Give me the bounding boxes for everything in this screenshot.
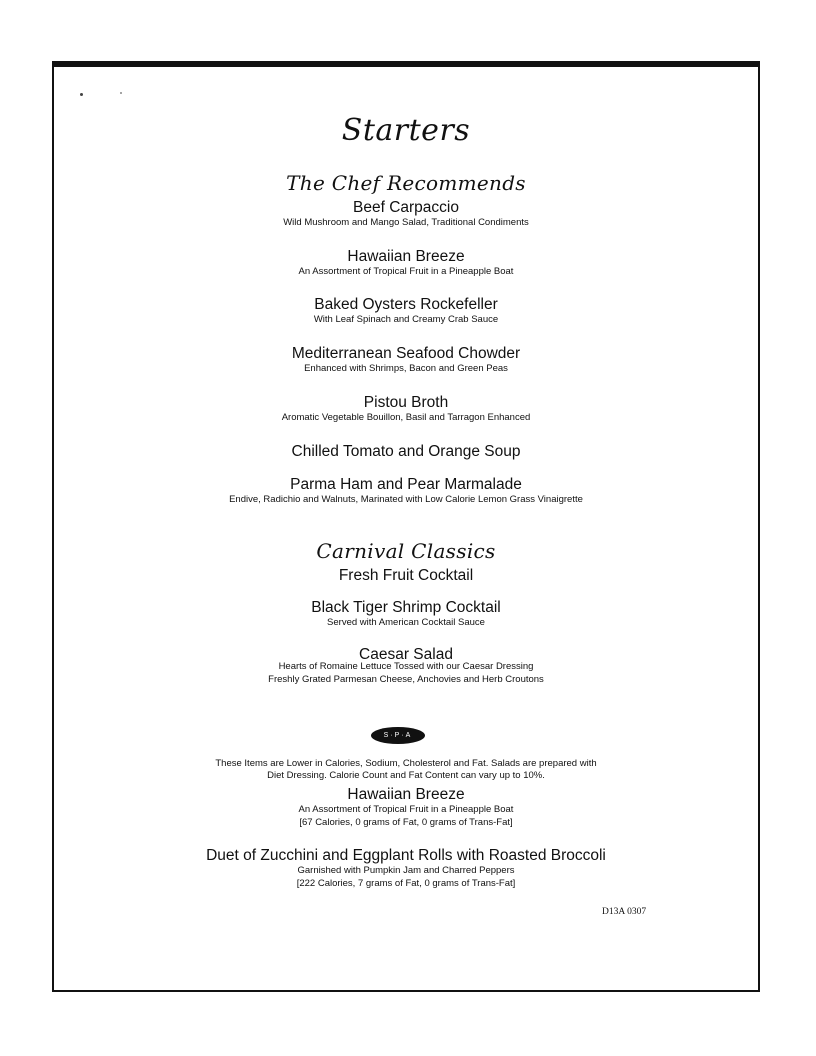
page-title: Starters — [341, 113, 471, 148]
menu-item-name: Hawaiian Breeze — [347, 248, 465, 265]
menu-item-desc: Garnished with Pumpkin Jam and Charred Peppers — [297, 865, 515, 876]
menu-item-name: Pistou Broth — [363, 394, 449, 411]
menu-item-nutrition: [222 Calories, 7 grams of Fat, 0 grams of Trans-Fat] — [296, 878, 516, 889]
scan-speck — [80, 93, 83, 96]
menu-item-desc: Freshly Grated Parmesan Cheese, Anchovies and Herb Croutons — [268, 674, 544, 685]
menu-item-desc: Served with American Cocktail Sauce — [327, 617, 485, 628]
menu-item-nutrition: [67 Calories, 0 grams of Fat, 0 grams of Trans-Fat] — [299, 817, 513, 828]
menu-item-desc: Hearts of Romaine Lettuce Tossed with our Caesar Dressing — [278, 661, 534, 672]
menu-item-name: Fresh Fruit Cocktail — [338, 567, 474, 584]
menu-item-desc: Endive, Radichio and Walnuts, Marinated with Low Calorie Lemon Grass Vinaigrette — [229, 494, 583, 505]
menu-item-desc: An Assortment of Tropical Fruit in a Pineapple Boat — [298, 804, 514, 815]
menu-item-desc: Wild Mushroom and Mango Salad, Traditional Condiments — [283, 217, 529, 228]
menu-item-name: Beef Carpaccio — [353, 199, 459, 216]
section-heading-chef: The Chef Recommends — [286, 171, 526, 195]
menu-item-name: Mediterranean Seafood Chowder — [291, 345, 521, 362]
menu-item-desc: Aromatic Vegetable Bouillon, Basil and Tarragon Enhanced — [281, 412, 531, 423]
menu-item-name: Black Tiger Shrimp Cocktail — [311, 599, 501, 616]
spa-logo — [371, 727, 425, 744]
menu-item-name: Caesar Salad — [359, 646, 453, 663]
menu-item-name: Parma Ham and Pear Marmalade — [290, 476, 522, 493]
form-code: D13A 0307 — [602, 907, 647, 917]
menu-item-name: Baked Oysters Rockefeller — [314, 296, 498, 313]
menu-item-desc: With Leaf Spinach and Creamy Crab Sauce — [313, 314, 499, 325]
spa-note: These Items are Lower in Calories, Sodium, Cholesterol and Fat. Salads are prepared with — [215, 758, 597, 769]
spa-logo-text: S·P·A — [383, 732, 413, 739]
menu-item-name: Chilled Tomato and Orange Soup — [291, 443, 521, 460]
section-heading-classics: Carnival Classics — [316, 539, 496, 563]
menu-item-desc: An Assortment of Tropical Fruit in a Pineapple Boat — [298, 266, 514, 277]
menu-item-desc: Enhanced with Shrimps, Bacon and Green Peas — [304, 363, 508, 374]
menu-item-name: Hawaiian Breeze — [347, 786, 465, 803]
scan-speck — [120, 92, 122, 94]
menu-item-name: Duet of Zucchini and Eggplant Rolls with Roasted Broccoli — [206, 847, 606, 864]
spa-note: Diet Dressing. Calorie Count and Fat Content can vary up to 10%. — [267, 770, 545, 781]
